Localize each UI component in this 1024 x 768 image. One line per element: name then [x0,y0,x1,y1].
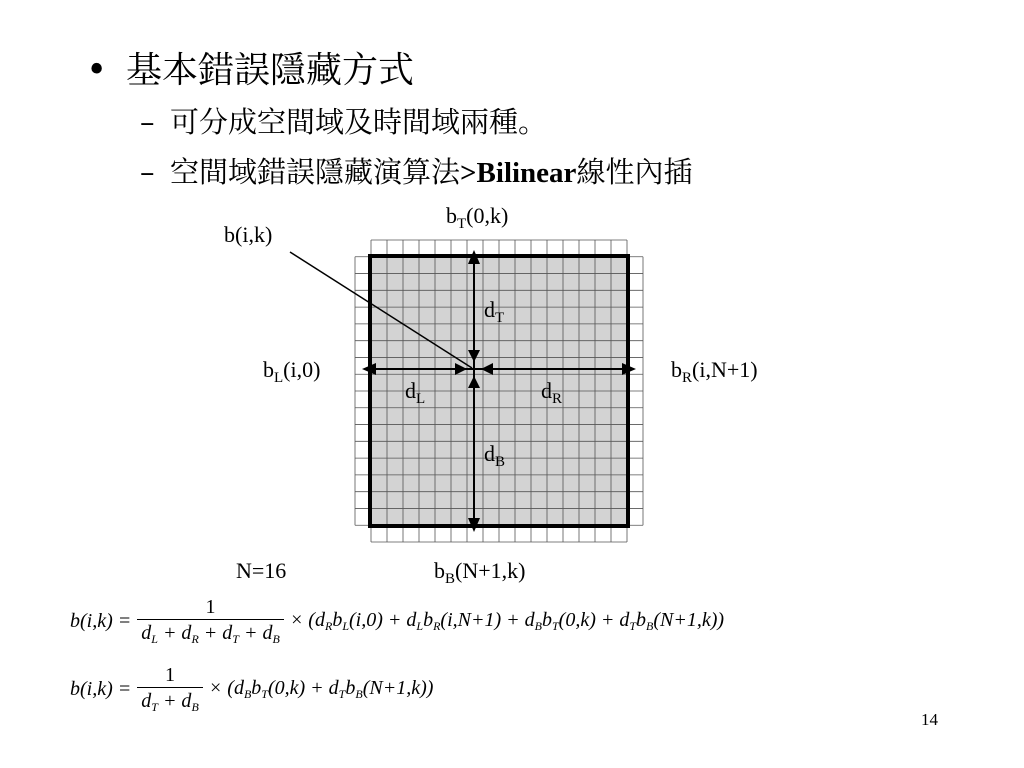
eq2-denominator: $d_T + d_B$ [137,687,203,715]
eq1-lhs: b(i,k) = [70,610,132,632]
eq1-numerator: 1 [205,596,216,618]
label-bL: $b_L(i,0)$ [263,357,321,386]
equation-2 [70,664,433,715]
eq2-rhs: × $(d_Bb_T(0,k) + d_Tb_B(N+1,k))$ [208,677,434,701]
sub-bullet-2-prefix: 空間域錯誤隱藏演算法 [170,155,461,189]
sub-bullet-dash: – [140,155,155,189]
sub-bullet-2-bold: >Bilinear [460,157,577,189]
label-dR: $d_R$ [541,378,563,407]
label-b-ik: b(i,k) [224,222,273,247]
eq2-lhs: b(i,k) = [70,678,132,700]
eq1-denominator: $d_L + d_R + d_T + d_B$ [137,619,284,647]
label-bT: $b_T(0,k)$ [446,203,509,232]
equation-1 [70,596,724,647]
eq2-fraction [137,664,203,715]
page-number: 14 [921,710,938,729]
sub-bullet-dash: – [140,105,155,139]
main-bullet-text: 基本錯誤隱藏方式 [126,50,415,91]
label-n-value: N=16 [236,558,287,583]
label-bR: $b_R(i,N+1)$ [671,357,758,386]
label-dB: $d_B$ [484,441,506,470]
sub-bullet-1-text: 可分成空間域及時間域兩種。 [170,105,548,139]
bullet-dot: • [86,50,108,91]
eq2-numerator: 1 [165,664,176,686]
eq1-fraction [137,596,284,647]
label-bB: $b_B(N+1,k)$ [434,558,526,587]
label-dT: $d_T$ [484,297,505,326]
label-dL: $d_L$ [405,378,426,407]
eq1-rhs: × $(d_Rb_L(i,0) + d_Lb_R(i,N+1) + d_Bb_T(0,k) + d_Tb_B(N+1,k))$ [289,609,725,633]
sub-bullet-2-suffix: 線性內插 [576,155,693,189]
pixel-grid [355,240,643,542]
